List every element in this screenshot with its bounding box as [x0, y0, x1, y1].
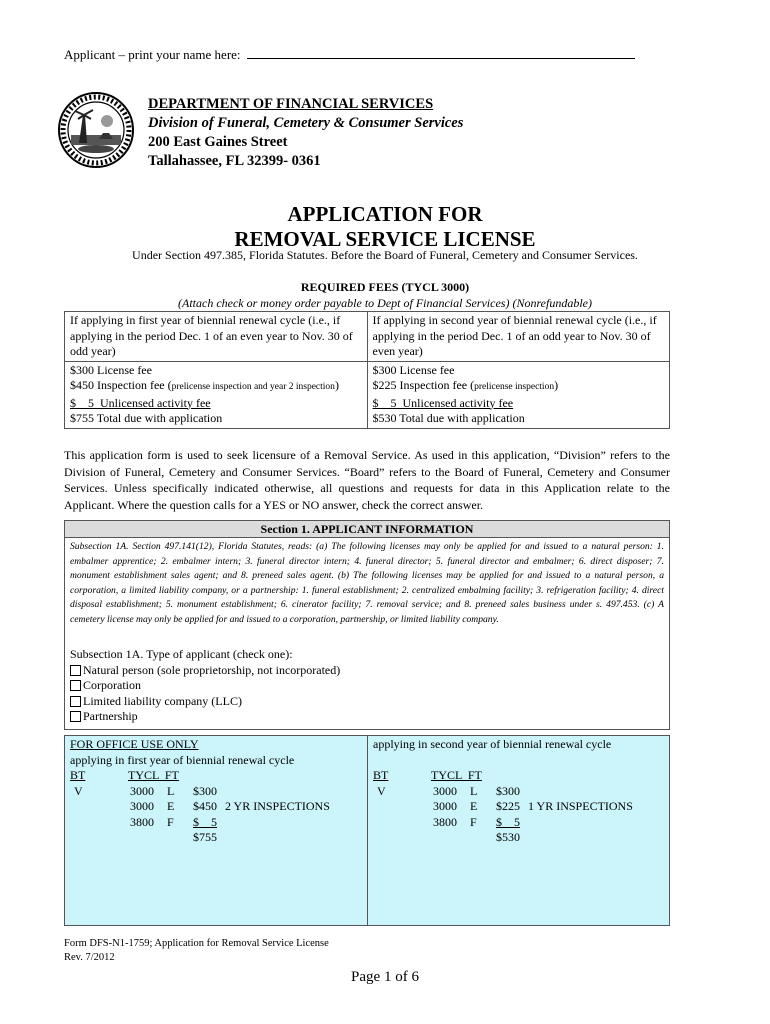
applicant-name-label: Applicant – print your name here: [64, 47, 241, 62]
street-address: 200 East Gaines Street [148, 134, 288, 150]
office-left-v: V [74, 783, 83, 798]
office-right-row-1-code: 3000 [433, 783, 457, 798]
division-name: Division of Funeral, Cemetery & Consumer Services [148, 115, 464, 131]
fees-right-breakdown [367, 361, 670, 428]
office-right-cycle: applying in second year of biennial renewal cycle [373, 737, 612, 751]
fees-left-license: $300 License fee [70, 362, 152, 377]
office-left-row-2-note: 2 YR INSPECTIONS [225, 799, 330, 813]
office-use-right [368, 736, 669, 925]
intro-paragraph: This application form is used to seek licensure of a Removal Service. As used in this application, “Division” refers to the Division of Funeral, Cemetery and Consumer Services. “Board” refers to the Board of Funeral, Cemetery and Consumer Services. Unless specifically indicated otherwise, all questions and requests for data in this Application relate to the Applicant. Where the question calls for a YES or NO answer, check the correct answer. [64, 448, 670, 512]
fees-right-unlicensed: $ 5 Unlicensed activity fee [372, 395, 514, 410]
office-right-row-2-code: 3000 [433, 799, 457, 813]
applicant-type-llc[interactable]: Limited liability company (LLC) [70, 694, 340, 710]
form-revision: Rev. 7/2012 [64, 952, 115, 963]
office-left-row-2-letter: E [167, 799, 175, 813]
office-right-row-2-letter: E [470, 799, 478, 813]
office-left-tycl-ft: TYCL FT [128, 768, 179, 782]
applicant-type-corporation[interactable]: Corporation [70, 678, 340, 694]
form-footer [64, 937, 329, 965]
office-right-row-3-amount: $ 5 [496, 814, 520, 829]
fees-heading: REQUIRED FEES (TYCL 3000) [300, 280, 470, 294]
section-1-statute-text: Subsection 1A. Section 497.141(12), Florida Statutes, reads: (a) The following licenses may only be applied for and issued to a natural person: 1. embalmer apprentice; 2. embalmer intern; 3. funeral director intern; 4. funeral director; 5. funeral director and embalmer; 6. direct disposer; 7. monument establishment sales agent; and 8. preneed sales agent. (b) The following licenses may be applied for and issued to a natural person, a corporation, a limited liability company, or a partnership: 1. funeral establishment; 2. centralized embalming facility; 3. refrigeration facility; 4. direct disposal establishment; 5. monument establishment; 6. cinerator facility; 7. removal service; and 8. preneed sales business under s. 497.453. (c) A cemetery license may only be applied for and issued to a corporation, partnership, or limited liability company. [70, 541, 664, 625]
office-right-row-2-note: 1 YR INSPECTIONS [528, 799, 633, 813]
office-right-total: $530 [496, 830, 520, 844]
page-number: Page 1 of 6 [351, 969, 419, 985]
office-left-row-3-code: 3800 [130, 814, 154, 829]
office-left-total: $755 [193, 830, 217, 844]
fees-right-total: $530 Total due with application [372, 411, 525, 425]
checkbox-natural-person[interactable] [70, 665, 81, 676]
office-left-row-1-amount: $300 [193, 783, 217, 798]
subsection-1a-label: Subsection 1A. Type of applicant (check one): [70, 647, 293, 661]
office-use-label: FOR OFFICE USE ONLY [70, 737, 199, 751]
fees-left-condition: If applying in first year of biennial renewal cycle (i.e., if applying in the period Dec. 1 of an even year to Nov. 30 of odd year) [65, 312, 368, 362]
department-header [148, 95, 463, 171]
office-use-left [65, 736, 368, 925]
fees-left-total: $755 Total due with application [70, 411, 223, 425]
statute-line: Under Section 497.385, Florida Statutes. Before the Board of Funeral, Cemetery and Consumer Services. [132, 248, 638, 262]
fees-right-condition: If applying in second year of biennial renewal cycle (i.e., if applying in the period Dec. 1 of an odd year to Nov. 30 of even year) [367, 312, 670, 362]
applicant-name-field[interactable] [247, 46, 635, 59]
office-right-row-3-code: 3800 [433, 814, 457, 829]
checkbox-llc[interactable] [70, 696, 81, 707]
office-left-bt: BT [70, 768, 86, 782]
office-right-v: V [377, 783, 386, 798]
office-right-row-3-letter: F [470, 814, 477, 829]
applicant-type-partnership[interactable]: Partnership [70, 709, 340, 725]
office-right-bt: BT [373, 768, 389, 782]
checkbox-partnership[interactable] [70, 711, 81, 722]
office-left-row-1-code: 3000 [130, 783, 154, 798]
applicant-name-row [64, 46, 635, 63]
applicant-type-natural-person[interactable]: Natural person (sole proprietorship, not incorporated) [70, 663, 340, 679]
fees-right-inspection: $225 Inspection fee (prelicense inspection) [372, 378, 559, 392]
form-title-line-1: APPLICATION FOR [287, 202, 483, 226]
fees-table [64, 311, 670, 429]
section-1-title: Section 1. APPLICANT INFORMATION [65, 521, 669, 538]
office-right-tycl-ft: TYCL FT [431, 768, 482, 782]
fees-right-license: $300 License fee [372, 362, 455, 377]
office-left-row-3-letter: F [167, 814, 174, 829]
fees-left-unlicensed: $ 5 Unlicensed activity fee [70, 395, 211, 410]
fees-left-breakdown [65, 361, 368, 428]
office-left-row-2-code: 3000 [130, 799, 154, 813]
office-left-cycle: applying in first year of biennial renewal cycle [70, 752, 295, 767]
office-left-row-3-amount: $ 5 [193, 814, 217, 829]
office-right-row-1-letter: L [470, 783, 478, 798]
office-left-row-1-letter: L [167, 783, 175, 798]
section-1-box [64, 520, 670, 730]
checkbox-corporation[interactable] [70, 680, 81, 691]
form-number: Form DFS-N1-1759; Application for Removal Service License [64, 938, 329, 949]
form-title-line-2: REMOVAL SERVICE LICENSE [234, 227, 536, 251]
florida-state-seal-icon [57, 91, 135, 169]
office-use-box [64, 735, 670, 926]
fees-left-inspection: $450 Inspection fee (prelicense inspection and year 2 inspection) [70, 378, 339, 392]
subsection-1a [70, 647, 340, 725]
office-right-row-1-amount: $300 [496, 783, 520, 798]
fees-subheading: (Attach check or money order payable to Dept of Financial Services) (Nonrefundable) [178, 296, 592, 310]
department-name: DEPARTMENT OF FINANCIAL SERVICES [148, 96, 434, 112]
office-left-row-2-amount: $450 [193, 799, 217, 813]
fees-right-inspection-note: prelicense inspection [474, 382, 555, 392]
fees-left-inspection-note: prelicense inspection and year 2 inspection [171, 382, 335, 392]
city-address: Tallahassee, FL 32399- 0361 [148, 153, 321, 169]
form-title [0, 202, 770, 252]
office-right-row-2-amount: $225 [496, 799, 520, 813]
